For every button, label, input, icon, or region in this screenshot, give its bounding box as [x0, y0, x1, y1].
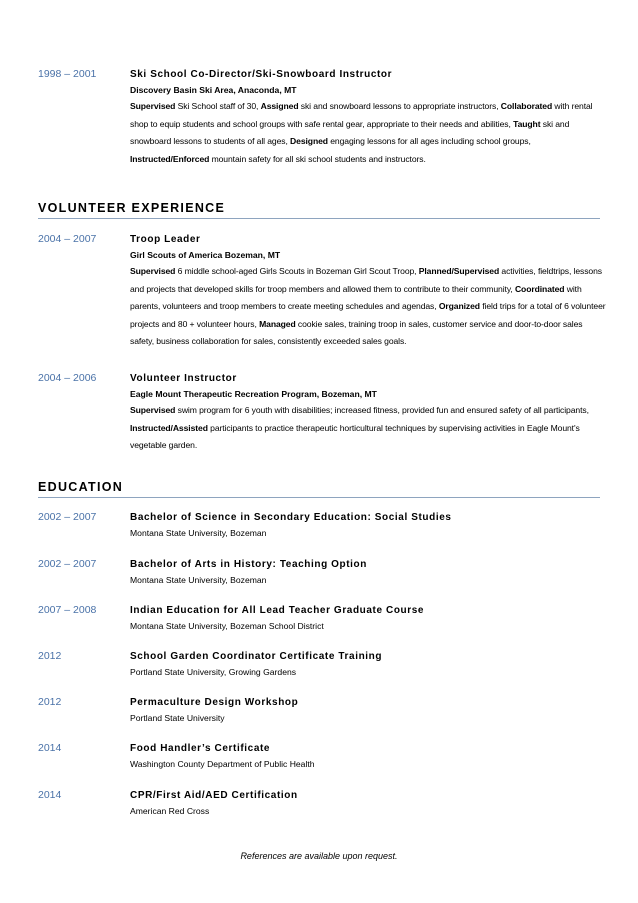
- action-verb: Collaborated: [500, 101, 553, 111]
- entry-date: 2002 – 2007: [38, 558, 97, 570]
- action-verb: Planned/Supervised: [418, 266, 500, 276]
- section-volunteer: [38, 200, 600, 216]
- entry-date: 1998 – 2001: [38, 68, 97, 80]
- entry-institution: Montana State University, Bozeman: [130, 528, 267, 538]
- entry-organization: Girl Scouts of America Bozeman, MT: [130, 250, 281, 260]
- entry-organization: Discovery Basin Ski Area, Anaconda, MT: [130, 85, 297, 95]
- entry-description: Supervised Ski School staff of 30, Assigned ski and snowboard lessons to appropriate instructors, Collaborated with rental shop to equip students and school groups with safe rental gear, appropriate to their needs and abilities, Taught ski and snowboard lessons to students of all ages, Designed engaging lessons for all ages including school groups, Instructed/Enforced mountain safety for all ski school students and instructors.: [130, 101, 593, 164]
- entry-institution: Portland State University: [130, 713, 225, 723]
- entry-title: Bachelor of Science in Secondary Education: Social Studies: [130, 512, 452, 523]
- action-verb: Managed: [259, 318, 296, 329]
- action-verb: Designed: [290, 136, 328, 146]
- entry-title: Bachelor of Arts in History: Teaching Option: [130, 559, 367, 570]
- entry-title: School Garden Coordinator Certificate Training: [130, 651, 383, 662]
- section-title: EDUCATION: [38, 480, 124, 494]
- action-verb: Supervised: [130, 101, 176, 111]
- entry-date: 2004 – 2007: [38, 233, 97, 245]
- entry-description: Supervised 6 middle school-aged Girls Scouts in Bozeman Girl Scout Troop, Planned/Supervised activities, fieldtrips, lessons and projects that developed skills for troop members and allowed them to contribute to their community, Coordinated with parents, volunteers and troop members to create meeting schedules and agendas, Organized field trips for a total of 6 volunteer projects and 80 + volunteer hours, Managed cookie sales, training troop in sales, customer service and door-to-door sales safety, business collaboration for sales, consistently exceeded sales goals.: [130, 266, 606, 346]
- entry-institution: Montana State University, Bozeman School District: [130, 621, 324, 631]
- section-education: [38, 479, 600, 495]
- entry-date: 2007 – 2008: [38, 604, 97, 616]
- entry-institution: Washington County Department of Public Health: [130, 759, 315, 769]
- references-note: References are available upon request.: [240, 851, 398, 861]
- action-verb: Instructed/Enforced: [130, 153, 210, 164]
- entry-description: Supervised swim program for 6 youth with disabilities; increased fitness, provided fun and ensured safety of all participants, Instructed/Assisted participants to practice therapeutic horticultural techniques by supervising activities in Eagle Mount's vegetable garden.: [130, 405, 589, 450]
- entry-institution: American Red Cross: [130, 806, 210, 816]
- entry-title: CPR/First Aid/AED Certification: [130, 790, 298, 801]
- entry-date: 2004 – 2006: [38, 372, 97, 384]
- section-divider: [38, 218, 600, 219]
- entry-title: Volunteer Instructor: [130, 373, 237, 384]
- entry-title: Troop Leader: [130, 234, 201, 245]
- entry-title: Indian Education for All Lead Teacher Graduate Course: [130, 605, 425, 616]
- action-verb: Assigned: [260, 101, 299, 111]
- section-divider: [38, 497, 600, 498]
- entry-title: Permaculture Design Workshop: [130, 697, 299, 708]
- action-verb: Supervised: [130, 405, 176, 415]
- action-verb: Organized: [438, 301, 480, 311]
- entry-date: 2014: [38, 742, 62, 754]
- action-verb: Taught: [513, 118, 541, 129]
- entry-date: 2014: [38, 789, 62, 801]
- entry-organization: Eagle Mount Therapeutic Recreation Program, Bozeman, MT: [130, 389, 377, 399]
- action-verb: Coordinated: [514, 283, 565, 294]
- action-verb: Supervised: [130, 266, 176, 276]
- section-title: VOLUNTEER EXPERIENCE: [38, 201, 226, 215]
- entry-title: Food Handler’s Certificate: [130, 743, 271, 754]
- entry-institution: Montana State University, Bozeman: [130, 575, 267, 585]
- entry-institution: Portland State University, Growing Gardens: [130, 667, 297, 677]
- entry-date: 2012: [38, 650, 62, 662]
- entry-date: 2002 – 2007: [38, 511, 97, 523]
- entry-date: 2012: [38, 696, 62, 708]
- action-verb: Instructed/Assisted: [130, 422, 208, 433]
- entry-title: Ski School Co-Director/Ski-Snowboard Instructor: [130, 69, 393, 80]
